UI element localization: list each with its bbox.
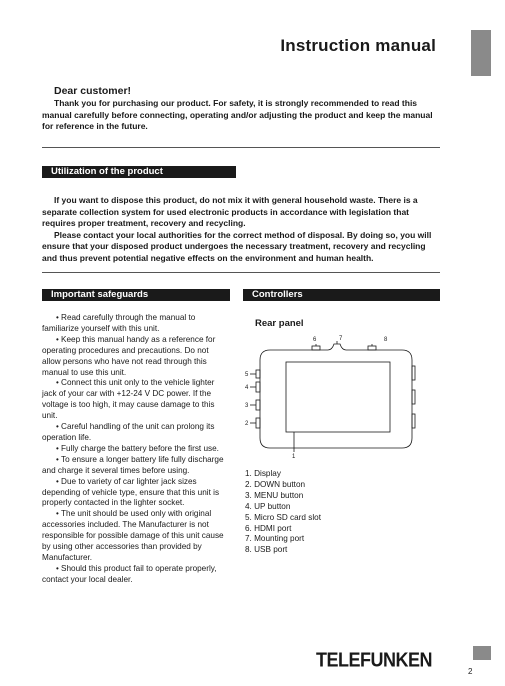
intro-paragraph: Thank you for purchasing our product. For safety, it is strongly recommended to read this manual carefully before connecting, operating and/or adjusting the product and keep the manual for reference in the future. [42,98,433,131]
down-button [256,418,260,428]
rear-panel-title: Rear panel [255,318,304,329]
bullet-icon: • [56,334,62,344]
list-item: • Fully charge the battery before the first use. [56,443,219,453]
list-item: 1. Display [245,469,281,478]
list-item: • Due to variety of car lighter jack sizes depending of vehicle type, ensure that this unit is properly contacted in the lighter socket. [42,476,220,508]
bottom-tab-marker [473,646,491,660]
divider-top [42,147,440,148]
display-screen [286,362,390,432]
callout-label: 1 [292,454,296,460]
side-tab-marker [471,30,491,76]
right-side-detail [412,390,415,404]
callout-label: 4 [245,385,249,391]
callout-label: 3 [245,403,249,409]
list-item: 3. MENU button [245,490,304,500]
greeting-heading: Dear customer! [54,85,132,97]
list-item: 7. Mounting port [245,534,305,544]
bullet-icon: • [56,563,62,573]
list-item: 5. Micro SD card slot [245,512,321,522]
section-heading-controllers: Controllers [243,289,440,301]
list-item: 2. DOWN button [245,479,306,489]
safeguards-list [42,313,228,586]
list-item: • The unit should be used only with original accessories included. The Manufacturer is not responsible for possible damage of this unit cause by using other accessories than provided by Manufacturer. [42,509,224,562]
bullet-icon: • [56,378,62,388]
bullet-icon: • [56,313,62,322]
list-item: • Connect this unit only to the vehicle lighter jack of your car with +12-24 V DC power. If the voltage is too high, it may cause damage to this unit. [42,378,215,421]
brand-logo: TELEFUNKEN [316,648,432,671]
bullet-icon: • [56,509,62,519]
list-item: • Should this product fail to operate properly, contact your local dealer. [42,563,217,584]
callout-label: 5 [245,372,249,378]
menu-button [256,400,260,410]
list-item: 6. HDMI port [245,523,292,533]
usb-port [368,346,376,350]
list-item: • Keep this manual handy as a reference for operating procedures and precautions. Do not allow persons who have not read through this manual to use this unit. [42,334,216,377]
bullet-icon: • [56,476,62,486]
page-header-title: Instruction manual [280,36,436,55]
utilization-paragraph: Please contact your local authorities for the correct method of disposal. By doing so, you will ensure that your disposed product undergoes the necessary treatment, recovery and recycling and thus prevent potential negative effects on the environment and human health. [42,229,432,263]
callout-label: 7 [339,336,343,342]
parts-list [245,469,321,556]
list-item: 8. USB port [245,545,288,555]
callout-label: 8 [384,337,388,343]
sd-card-slot [256,370,260,378]
list-item: • Careful handling of the unit can prolong its operation life. [42,422,215,442]
utilization-text [42,195,440,264]
callout-label: 2 [245,421,249,427]
right-side-detail [412,366,415,380]
up-button [256,382,260,392]
list-item: • Read carefully through the manual to familiarize yourself with this unit. [42,313,196,333]
rear-panel-diagram [242,330,417,460]
utilization-paragraph: If you want to dispose this product, do not mix it with general household waste. There is a separate collection system for used electronic products in accordance with legislation that requires proper treatment, recovery and recycling. [42,195,418,228]
bullet-icon: • [56,443,62,453]
divider-middle [42,272,440,273]
page-number: 2 [468,667,473,676]
section-heading-utilization: Utilization of the product [42,166,236,178]
right-side-detail [412,414,415,428]
section-heading-safeguards: Important safeguards [42,289,230,301]
list-item: • To ensure a longer battery life fully discharge and charge it several times before using. [42,454,224,475]
callout-label: 6 [313,337,317,343]
hdmi-port [312,346,320,350]
list-item: 4. UP button [245,501,291,511]
bullet-icon: • [56,454,62,464]
bullet-icon: • [56,422,62,432]
